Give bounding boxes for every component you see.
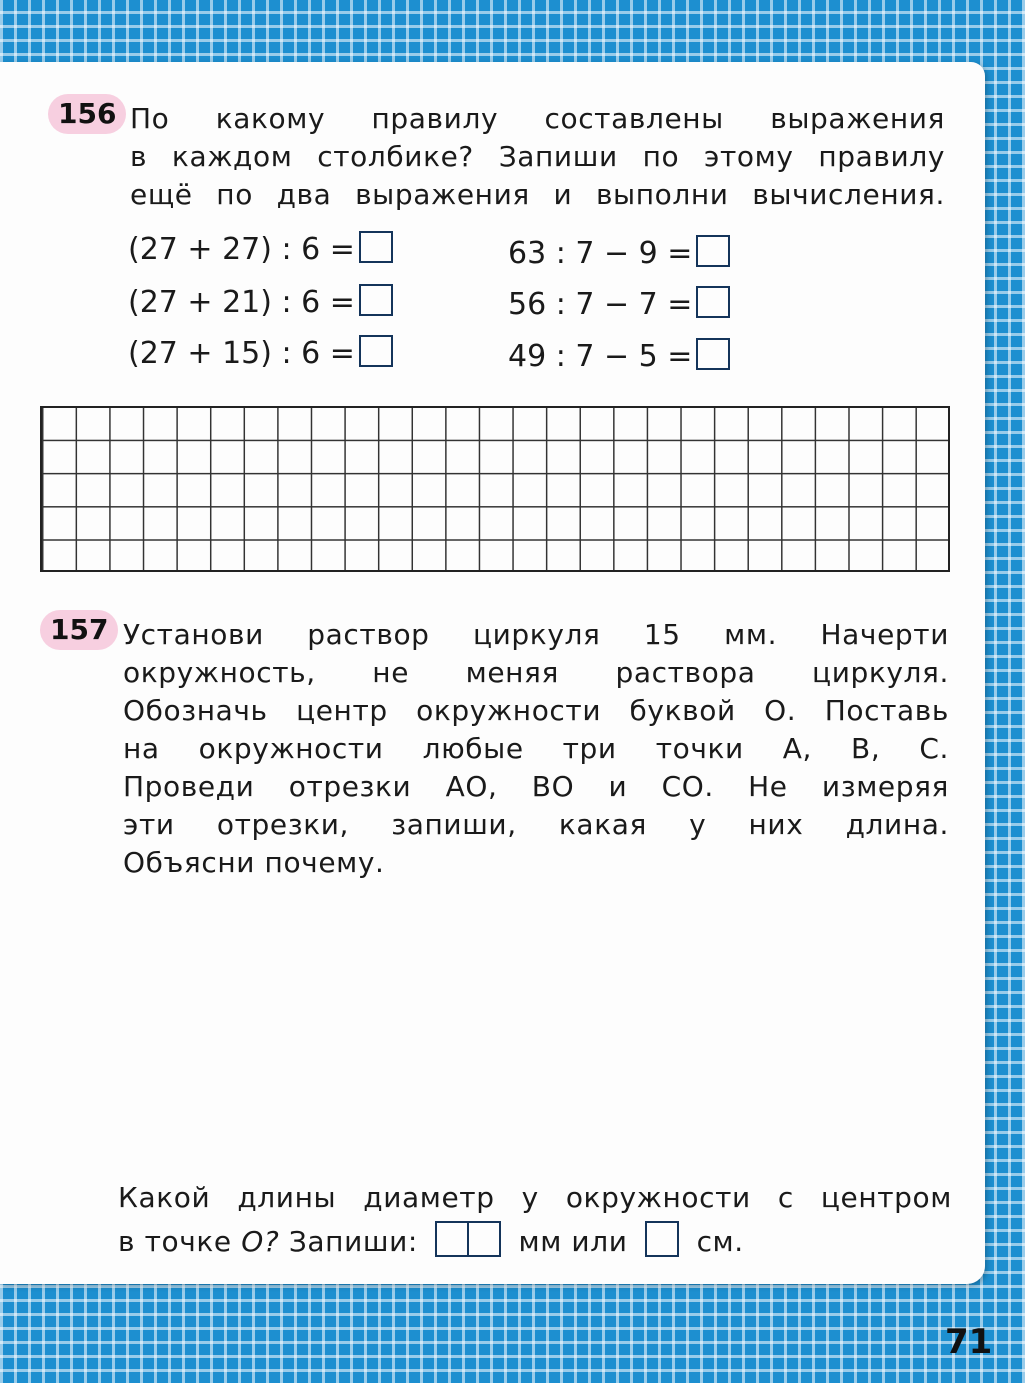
task-157-line-2: окружность, не меняя раствора циркуля.	[123, 656, 949, 689]
task-157-text	[123, 616, 949, 882]
task-156-badge: 156	[48, 94, 126, 134]
expression-right-2	[508, 285, 730, 325]
unit-mm-label: мм или	[518, 1225, 628, 1258]
task-157-line-6: эти отрезки, запиши, какая у них длина.	[123, 808, 949, 841]
diameter-question	[118, 1176, 952, 1270]
mm-answer-boxes[interactable]	[435, 1221, 501, 1270]
task-156-line-3: ещё по два выражения и выполни вычисления.	[130, 178, 945, 211]
cm-answer-box[interactable]	[645, 1221, 679, 1270]
task-157-badge: 157	[40, 610, 118, 650]
task-156-line-2: в каждом столбике? Запиши по этому правилу	[130, 140, 945, 173]
task-157-line-7: Объясни почему.	[123, 846, 385, 879]
expression-text: 56 : 7 − 7 =	[508, 287, 693, 322]
task-157-line-4: на окружности любые три точки А, В, С.	[123, 732, 949, 765]
task-157-line-3: Обозначь центр окружности буквой О. Поставь	[123, 694, 949, 727]
answer-box[interactable]	[696, 235, 730, 267]
task-157-line-5: Проведи отрезки АО, ВО и СО. Не измеряя	[123, 770, 949, 803]
question-write-label: Запиши:	[288, 1225, 418, 1258]
unit-cm-label: см.	[696, 1225, 744, 1258]
expression-left-1	[128, 230, 393, 270]
diameter-question-line-1: Какой длины диаметр у окружности с центром	[118, 1181, 952, 1214]
diameter-question-line-2	[118, 1220, 952, 1270]
answer-box[interactable]	[359, 231, 393, 263]
digit-box[interactable]	[435, 1221, 469, 1257]
answer-box[interactable]	[359, 284, 393, 316]
expression-text: (27 + 27) : 6 =	[128, 232, 355, 267]
digit-box[interactable]	[467, 1221, 501, 1257]
answer-box[interactable]	[359, 335, 393, 367]
answer-box[interactable]	[696, 338, 730, 370]
expression-right-1	[508, 234, 730, 274]
expression-left-2	[128, 283, 393, 323]
center-point-label: О?	[241, 1225, 280, 1258]
expression-text: 49 : 7 − 5 =	[508, 339, 693, 374]
answer-grid[interactable]	[40, 406, 950, 572]
digit-box[interactable]	[645, 1221, 679, 1257]
task-157-line-1: Установи раствор циркуля 15 мм. Начерти	[123, 618, 949, 651]
task-156-text	[130, 100, 945, 214]
page-number: 71	[945, 1322, 993, 1362]
expression-right-3	[508, 337, 730, 377]
task-156-line-1: По какому правилу составлены выражения	[130, 102, 945, 135]
expression-text: 63 : 7 − 9 =	[508, 236, 693, 271]
question-text-start: в точке	[118, 1225, 232, 1258]
answer-box[interactable]	[696, 286, 730, 318]
expression-left-3	[128, 334, 393, 374]
expression-text: (27 + 15) : 6 =	[128, 336, 355, 371]
expression-text: (27 + 21) : 6 =	[128, 285, 355, 320]
